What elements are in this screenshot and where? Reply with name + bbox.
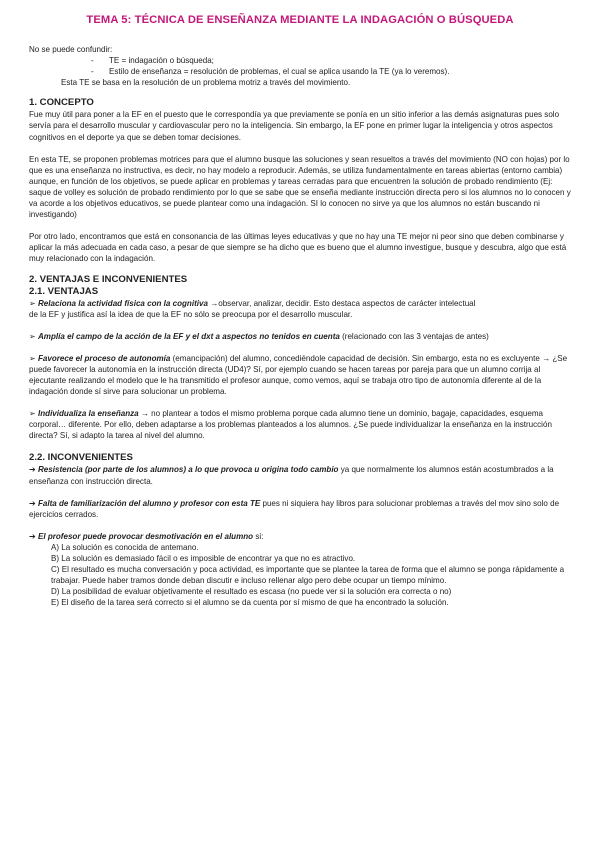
arrow-icon: ➔ [29, 531, 36, 541]
dash-marker: - [91, 56, 94, 66]
intro-item-text: TE = indagación o búsqueda; [109, 56, 214, 66]
dash-marker: - [91, 67, 94, 77]
ventaja-title: Individualiza la enseñanza [38, 409, 139, 419]
inconveniente-text: ya que normalmente los alumnos están acostumbrados a la [338, 465, 554, 475]
list-item: E) El diseño de la tarea será correcto si el alumno se da cuenta por sí mismo de que ha encontrado la solución. [51, 598, 449, 608]
ventaja-item [29, 353, 574, 397]
desmotivacion-list [29, 542, 574, 609]
intro-item [29, 66, 574, 77]
heading-ventajas: 2.1. VENTAJAS [29, 285, 99, 297]
heading-concepto: 1. CONCEPTO [29, 97, 94, 109]
list-item: D) La posibilidad de evaluar objetivamente el resultado es escasa (no puede ver si la solución era correcta o no) [51, 587, 452, 597]
ventaja-text: (relacionado con las 3 ventajas de antes) [339, 331, 489, 341]
ventaja-text: (emancipación) del alumno, concediéndole capacidad de decisión. Sin embargo, esta no es excluyente → ¿Se puede favorecer la autonomía en la instrucción directa (UD4)? Sí, por ejemplo cuando se hacen tareas por pareja para que un alumno corrija al ejecutante realizando el modelo que le ha transmitido el profesor aunque, como vemos, aquí se trabaja otro tipo de autonomía diferente al de la indagación donde sí sirve para solucionar un problema. [29, 353, 568, 397]
ventaja-continuation: de la EF y justifica así la idea de que la EF no sólo se preocupa por el desarrollo muscular. [29, 309, 353, 319]
arrow-icon: ➔ [29, 465, 36, 475]
inconveniente-item [29, 531, 574, 542]
inconveniente-item [29, 464, 574, 475]
inconveniente-title: Falta de familiarización del alumno y profesor con esta TE [38, 498, 261, 508]
ventaja-text: →observar, analizar, decidir. Esto destaca aspectos de carácter intelectual [207, 298, 476, 308]
intro-item [29, 55, 574, 66]
bullet-icon: ➢ [29, 331, 36, 341]
ventaja-title: Amplía el campo de la acción de la EF y el dxt a aspectos no tenidos en cuenta [38, 331, 340, 341]
ventaja-title: Favorece el proceso de autonomía [38, 353, 171, 363]
inconveniente-title: El profesor puede provocar desmotivación en el alumno [38, 531, 254, 541]
concepto-paragraph: En esta TE, se proponen problemas motrices para que el alumno busque las soluciones y sean resueltos a través del movimiento (NO con hojas) por lo que es una enseñanza no instructiva, es decir, no hay modelo a reproducir. Además, se utiliza fundamentalmente en tareas abiertas (entorno cambia) aunque, en función de los objetivos, se puede aplicar en problemas y tareas cerradas para que encuentren la solución de probado rendimiento (Ej: saque de volley es solución de probado rendimiento por lo que se sabe que se enseña mediante instrucción directa pero si los alumnos no lo conocen y va acorde a los objetivos educativos, se puede plantear como una indagación. SI lo conocen no sirve ya que los alumnos no están buscando ni investigando) [29, 154, 571, 220]
arrow-icon: ➔ [29, 498, 36, 508]
concepto-paragraph: Por otro lado, encontramos que está en consonancia de las últimas leyes educativas y que no hay una TE mejor ni peor sino que deben combinarse y aplicar la más adecuada en cada caso, a pesar de que siempre se ha dicho que es bueno que el alumno investigue, busque y descubra, algo que está muy relacionado con la indagación. [29, 232, 567, 264]
ventaja-item [29, 298, 574, 309]
ventaja-item [29, 408, 574, 441]
ventaja-title: Relaciona la actividad física con la cognitiva [38, 298, 208, 308]
bullet-icon: ➢ [29, 409, 36, 419]
inconveniente-text: si: [253, 531, 264, 541]
list-item: B) La solución es demasiado fácil o es imposible de encontrar ya que no es atractivo. [51, 554, 356, 563]
inconveniente-title: Resistencia (por parte de los alumnos) a lo que provoca u origina todo cambio [38, 465, 339, 475]
bullet-icon: ➢ [29, 298, 36, 308]
list-item: C) El resultado es mucha conversación y poca actividad, es importante que se plantee la tarea de forma que el alumno se ponga rápidamente a trabajar. Puede haber tramos donde deban discutir e incluso rellenar algo pero debe ocupar un tiempo mínimo. [51, 565, 565, 586]
inconveniente-continuation: enseñanza con instrucción directa. [29, 476, 153, 486]
bullet-icon: ➢ [29, 353, 36, 363]
page-title: TEMA 5: TÉCNICA DE ENSEÑANZA MEDIANTE LA INDAGACIÓN O BÚSQUEDA [86, 14, 514, 26]
heading-inconvenientes: 2.2. INCONVENIENTES [29, 452, 133, 464]
intro-note: Esta TE se basa en la resolución de un problema motriz a través del movimiento. [61, 78, 351, 88]
heading-ventajas-inconvenientes: 2. VENTAJAS E INCONVENIENTES [29, 273, 188, 285]
ventaja-item [29, 331, 574, 342]
inconveniente-item [29, 498, 574, 520]
intro-item-text: Estilo de enseñanza = resolución de problemas, el cual se aplica usando la TE (ya lo veremos). [109, 67, 450, 77]
ventaja-text: → no plantear a todos el mismo problema porque cada alumno tiene un dominio, bagaje, capacidades, esquema corporal… diferente. Por ello, deben adaptarse a los problemas planteados a los alumnos. ¿Se puede individualizar la enseñanza en la instrucción directa? Sí, si adapto la tarea al nivel del alumno. [29, 409, 552, 441]
concepto-paragraph: Fue muy útil para poner a la EF en el puesto que le correspondía ya que previamente se ponía en un sitio inferior a las demás asignaturas pues solo servía para el desarrollo muscular y cardiovascular pero no la inteligencia. Sin embargo, la EF pone en primer lugar la inteligencia y otros aspectos cognitivos en el deporte ya que se deben tomar decisiones. [29, 110, 560, 142]
document-body [29, 44, 574, 608]
inconveniente-text: pues ni siquiera hay libros para solucionar problemas a través del mov sino solo de ejercicios cerrados. [29, 498, 560, 519]
list-item: A) La solución es conocida de antemano. [51, 542, 199, 552]
intro-lead: No se puede confundir: [29, 45, 113, 54]
